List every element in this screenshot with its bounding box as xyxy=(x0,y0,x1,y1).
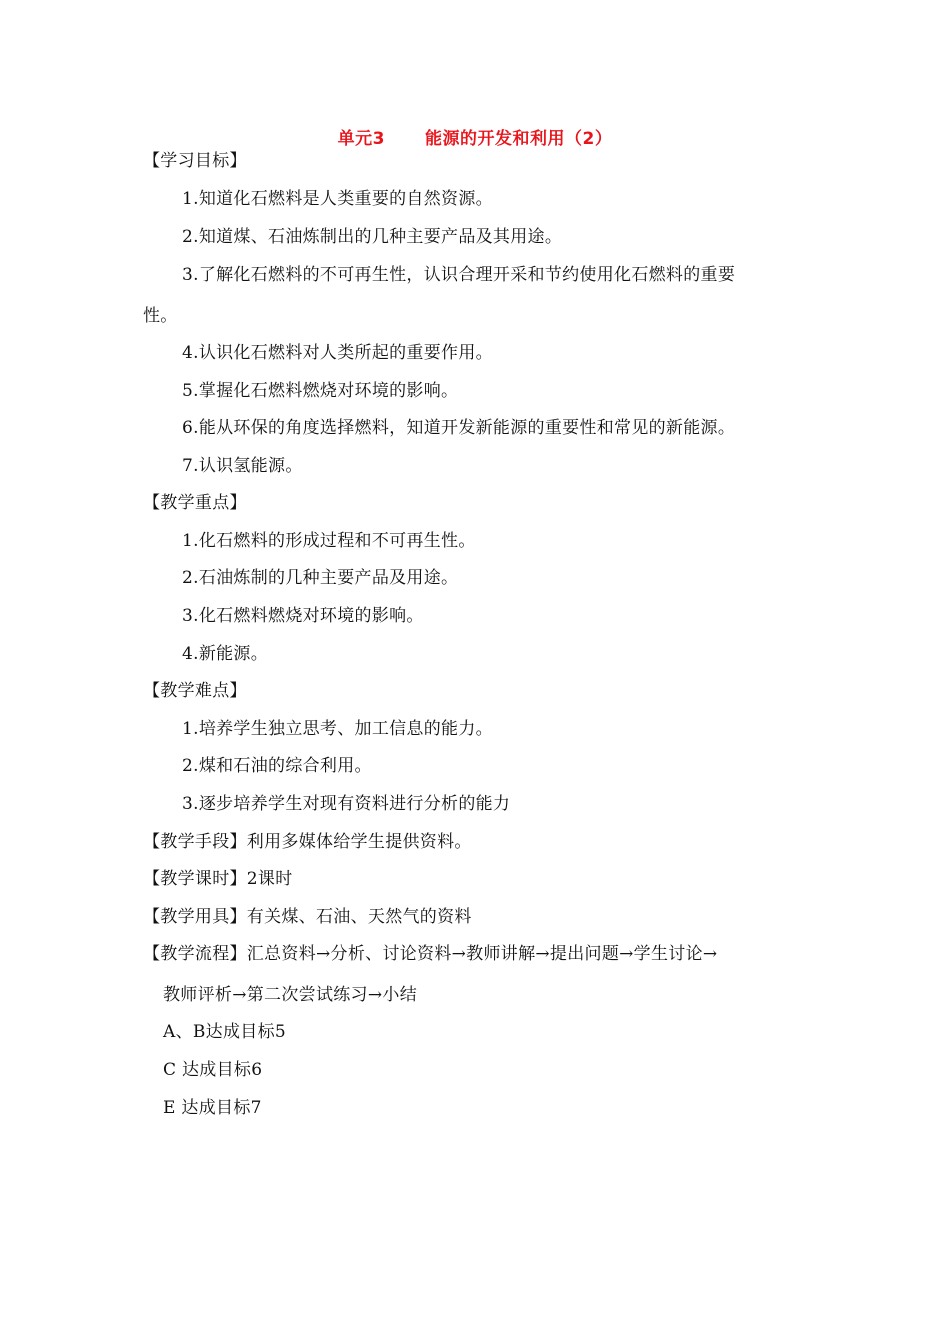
objective-item: 6.能从环保的角度选择燃料，知道开发新能源的重要性和常见的新能源。 xyxy=(182,418,736,438)
key-points-heading: 【教学重点】 xyxy=(143,493,247,513)
objective-item: 7.认识氢能源。 xyxy=(182,456,303,476)
objective-item-continuation: 性。 xyxy=(143,306,178,326)
difficulty-item: 3.逐步培养学生对现有资料进行分析的能力 xyxy=(182,794,511,814)
objective-item: 1.知道化石燃料是人类重要的自然资源。 xyxy=(182,189,493,209)
key-point-item: 2.石油炼制的几种主要产品及用途。 xyxy=(182,568,459,588)
objective-item: 5.掌握化石燃料燃烧对环境的影响。 xyxy=(182,381,459,401)
teaching-process: 【教学流程】汇总资料→分析、讨论资料→教师讲解→提出问题→学生讨论→ xyxy=(143,944,718,964)
target-item: C 达成目标6 xyxy=(163,1060,263,1080)
teaching-tools: 【教学用具】有关煤、石油、天然气的资料 xyxy=(143,907,472,927)
difficulties-heading: 【教学难点】 xyxy=(143,681,247,701)
teaching-means: 【教学手段】利用多媒体给学生提供资料。 xyxy=(143,832,472,852)
target-item: E 达成目标7 xyxy=(163,1098,262,1118)
objective-item: 3.了解化石燃料的不可再生性，认识合理开采和节约使用化石燃料的重要 xyxy=(182,265,736,285)
objective-item: 2.知道煤、石油炼制出的几种主要产品及其用途。 xyxy=(182,227,563,247)
objectives-heading: 【学习目标】 xyxy=(143,151,247,171)
page-title xyxy=(0,124,950,149)
key-point-item: 3.化石燃料燃烧对环境的影响。 xyxy=(182,606,424,626)
difficulty-item: 1.培养学生独立思考、加工信息的能力。 xyxy=(182,719,493,739)
target-item: A、B达成目标5 xyxy=(163,1022,286,1042)
teaching-periods: 【教学课时】2课时 xyxy=(143,869,293,889)
difficulty-item: 2.煤和石油的综合利用。 xyxy=(182,756,372,776)
key-point-item: 1.化石燃料的形成过程和不可再生性。 xyxy=(182,531,476,551)
objective-item: 4.认识化石燃料对人类所起的重要作用。 xyxy=(182,343,493,363)
title-topic: 能源的开发和利用（2） xyxy=(425,129,613,149)
title-unit: 单元3 xyxy=(337,129,385,149)
teaching-process-continuation: 教师评析→第二次尝试练习→小结 xyxy=(163,985,417,1005)
key-point-item: 4.新能源。 xyxy=(182,644,269,664)
